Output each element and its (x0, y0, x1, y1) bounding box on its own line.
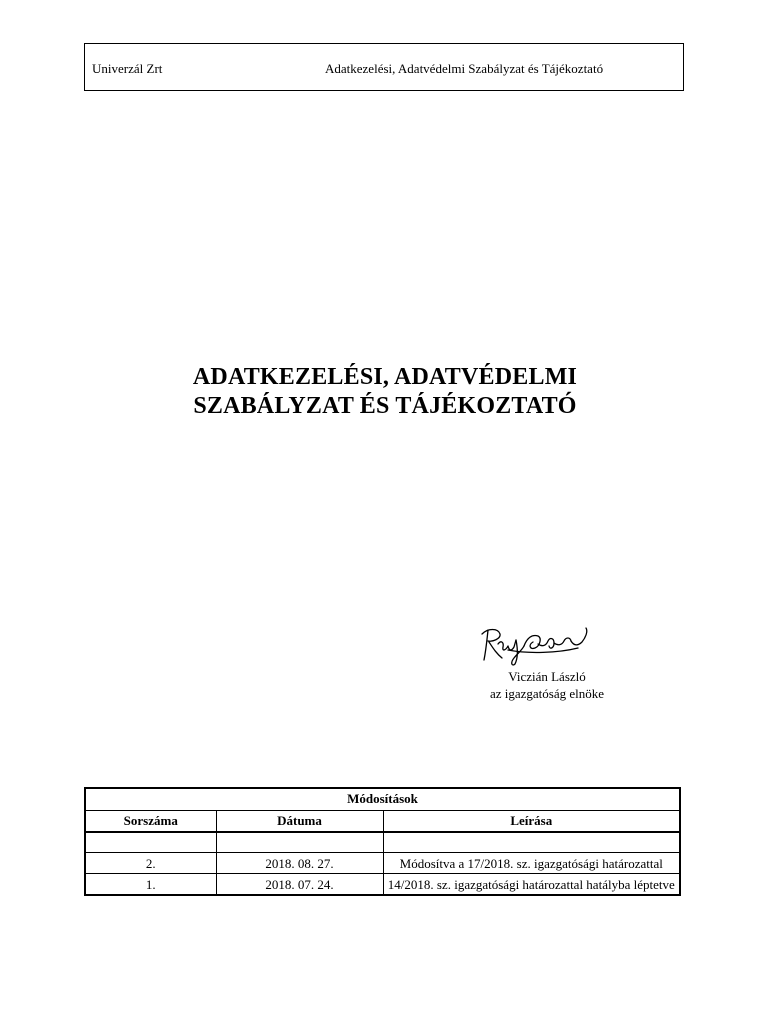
row-description-cell: Módosítva a 17/2018. sz. igazgatósági határozattal (383, 853, 680, 874)
header-document-title: Adatkezelési, Adatvédelmi Szabályzat és Tájékoztató (325, 61, 604, 76)
table-row (85, 853, 680, 874)
table-row (85, 874, 680, 896)
page-header (84, 43, 684, 91)
row-number-cell: 1. (85, 874, 216, 896)
company-name: Univerzál Zrt (92, 61, 163, 76)
column-header-date: Dátuma (216, 811, 383, 833)
document-title-line-2: SZABÁLYZAT ÉS TÁJÉKOZTATÓ (193, 393, 577, 419)
column-header-number: Sorszáma (85, 811, 216, 833)
row-number-cell: 2. (85, 853, 216, 874)
row-description-cell: 14/2018. sz. igazgatósági határozattal hatályba léptetve (383, 874, 680, 896)
row-date-cell (216, 832, 383, 853)
row-date-cell: 2018. 07. 24. (216, 874, 383, 896)
signer-role: az igazgatóság elnöke (489, 686, 605, 701)
row-number-cell (85, 832, 216, 853)
table-row (85, 832, 680, 853)
row-description-cell (383, 832, 680, 853)
modifications-table (84, 787, 681, 896)
document-title-line-1: ADATKEZELÉSI, ADATVÉDELMI (192, 364, 578, 390)
signer-name: Viczián László (508, 669, 586, 684)
row-date-cell: 2018. 08. 27. (216, 853, 383, 874)
column-header-description: Leírása (383, 811, 680, 833)
handwritten-signature (478, 620, 593, 668)
modifications-caption: Módosítások (85, 788, 680, 811)
